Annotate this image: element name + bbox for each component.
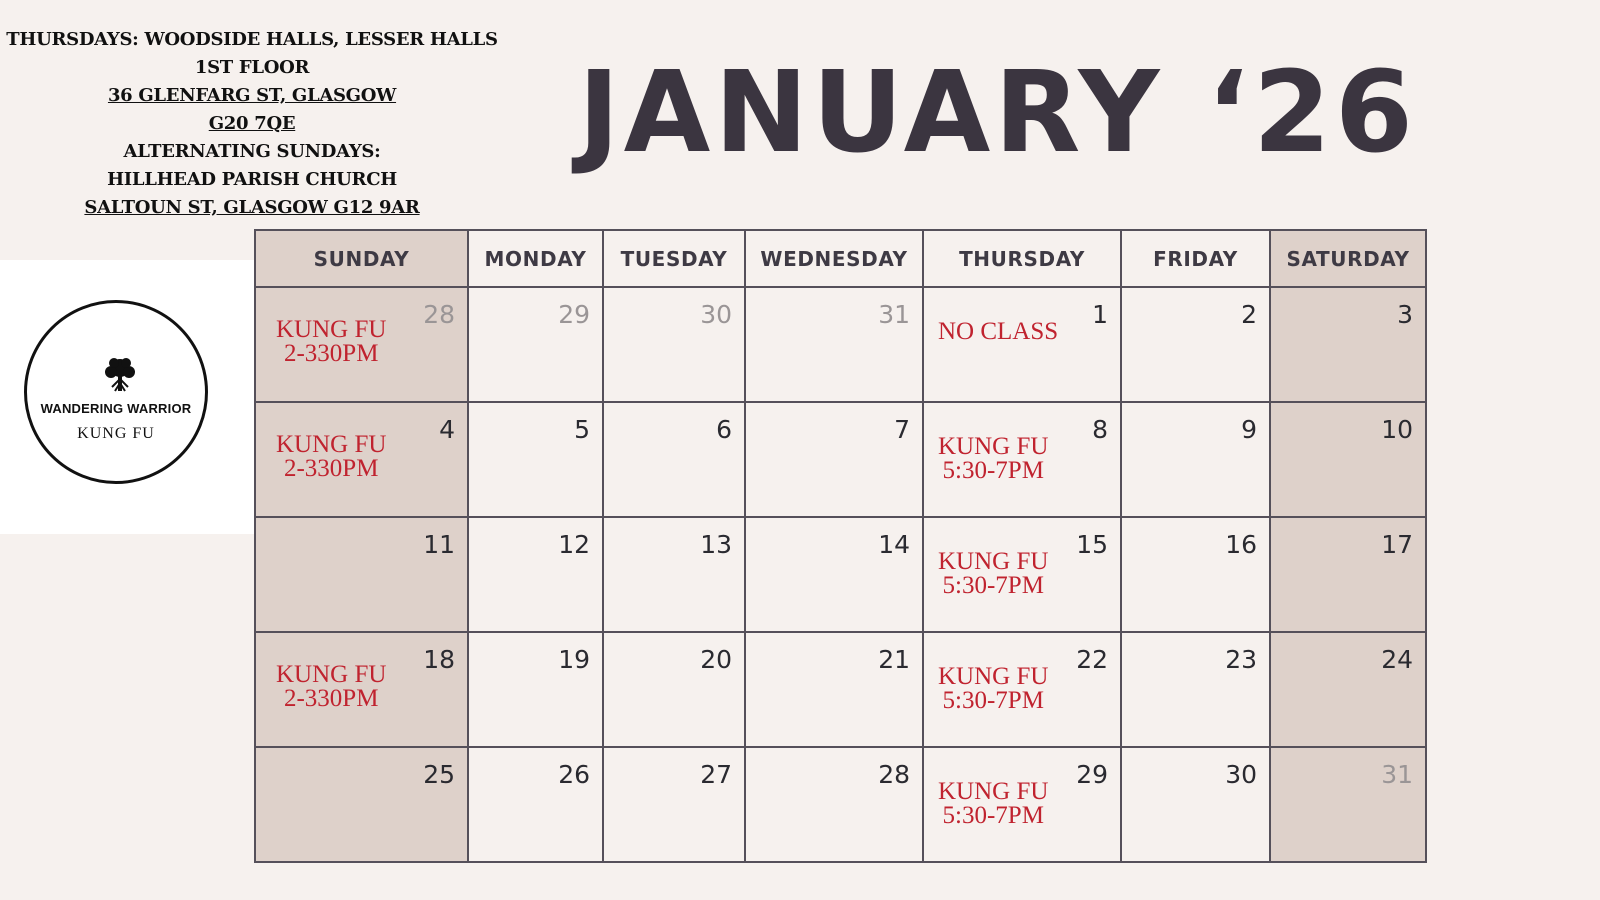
day-cell[interactable] [745, 517, 923, 632]
day-cell[interactable] [468, 287, 603, 402]
day-cell[interactable] [468, 402, 603, 517]
day-number: 18 [423, 645, 455, 674]
logo-line-1: WANDERING WARRIOR [40, 401, 192, 416]
day-cell[interactable] [468, 632, 603, 747]
tree-icon [100, 355, 140, 395]
week-row [255, 747, 1426, 862]
event-text: 5:30-7PM [942, 572, 1044, 599]
day-cell[interactable] [745, 402, 923, 517]
class-event [938, 780, 1048, 828]
day-cell[interactable] [745, 632, 923, 747]
day-number: 5 [574, 415, 590, 444]
day-cell[interactable] [603, 632, 745, 747]
day-number: 4 [439, 415, 455, 444]
day-cell[interactable] [923, 287, 1121, 402]
day-number: 15 [1076, 530, 1108, 559]
day-cell[interactable] [603, 747, 745, 862]
event-text: NO CLASS [938, 318, 1059, 345]
day-cell[interactable] [255, 287, 468, 402]
day-number: 11 [423, 530, 455, 559]
day-cell[interactable] [1121, 747, 1270, 862]
event-text: 5:30-7PM [942, 687, 1044, 714]
day-number: 31 [878, 300, 910, 329]
day-cell[interactable] [603, 402, 745, 517]
info-line [0, 82, 504, 110]
day-number: 13 [700, 530, 732, 559]
day-number: 22 [1076, 645, 1108, 674]
week-row [255, 287, 1426, 402]
day-cell[interactable] [745, 747, 923, 862]
day-number: 3 [1397, 300, 1413, 329]
day-cell[interactable] [1270, 747, 1426, 862]
day-cell[interactable] [1270, 632, 1426, 747]
event-text: KUNG FU [938, 433, 1049, 460]
day-cell[interactable] [923, 632, 1121, 747]
weekday-header-sunday: SUNDAY [255, 230, 468, 287]
info-line: ALTERNATING SUNDAYS: [123, 141, 381, 162]
day-cell[interactable] [1270, 517, 1426, 632]
info-line [0, 110, 504, 138]
day-cell[interactable] [1121, 402, 1270, 517]
week-row [255, 517, 1426, 632]
info-line [0, 194, 504, 222]
event-text: KUNG FU [276, 316, 387, 343]
class-event [276, 663, 386, 711]
weekday-header-thursday: THURSDAY [923, 230, 1121, 287]
day-number: 29 [558, 300, 590, 329]
info-line: THURSDAYS: WOODSIDE HALLS, LESSER HALLS [6, 29, 498, 50]
event-text: KUNG FU [938, 778, 1049, 805]
day-number: 12 [558, 530, 590, 559]
day-number: 14 [878, 530, 910, 559]
day-cell[interactable] [1121, 632, 1270, 747]
day-number: 8 [1092, 415, 1108, 444]
day-number: 7 [894, 415, 910, 444]
day-number: 10 [1381, 415, 1413, 444]
day-cell[interactable] [603, 517, 745, 632]
class-event [276, 318, 386, 366]
event-text: 2-330PM [283, 685, 379, 712]
day-cell[interactable] [1270, 402, 1426, 517]
info-line-text: SALTOUN ST, GLASGOW G12 9AR [84, 197, 420, 218]
day-cell[interactable] [923, 402, 1121, 517]
location-info [0, 26, 504, 222]
logo [24, 300, 208, 484]
month-title: JANUARY ‘26 [578, 48, 1417, 178]
day-number: 28 [423, 300, 455, 329]
day-cell[interactable] [255, 747, 468, 862]
logo-line-2: KUNG FU [77, 425, 155, 442]
day-number: 19 [558, 645, 590, 674]
info-line: HILLHEAD PARISH CHURCH [107, 169, 397, 190]
class-event [938, 665, 1048, 713]
day-number: 2 [1241, 300, 1257, 329]
weekday-header-monday: MONDAY [468, 230, 603, 287]
day-number: 9 [1241, 415, 1257, 444]
event-text: 2-330PM [283, 340, 379, 367]
event-text: KUNG FU [938, 663, 1049, 690]
class-event [276, 433, 386, 481]
day-number: 26 [558, 760, 590, 789]
day-cell[interactable] [923, 517, 1121, 632]
day-number: 27 [700, 760, 732, 789]
calendar-grid [254, 229, 1427, 863]
class-event [938, 320, 1058, 344]
weekday-header-friday: FRIDAY [1121, 230, 1270, 287]
weekday-header-wednesday: WEDNESDAY [745, 230, 923, 287]
weekday-header-saturday: SATURDAY [1270, 230, 1426, 287]
logo-panel [0, 260, 254, 534]
event-text: KUNG FU [276, 661, 387, 688]
event-text: 5:30-7PM [942, 457, 1044, 484]
class-event [938, 550, 1048, 598]
day-number: 30 [700, 300, 732, 329]
info-line: 1ST FLOOR [194, 57, 310, 78]
day-number: 1 [1092, 300, 1108, 329]
event-text: KUNG FU [276, 431, 387, 458]
day-cell[interactable] [255, 402, 468, 517]
day-number: 16 [1225, 530, 1257, 559]
week-row [255, 402, 1426, 517]
weekday-header-tuesday: TUESDAY [603, 230, 745, 287]
day-number: 23 [1225, 645, 1257, 674]
event-text: 5:30-7PM [942, 802, 1044, 829]
day-number: 30 [1225, 760, 1257, 789]
day-cell[interactable] [603, 287, 745, 402]
day-cell[interactable] [1270, 287, 1426, 402]
day-number: 29 [1076, 760, 1108, 789]
day-cell[interactable] [1121, 287, 1270, 402]
info-line-text: G20 7QE [208, 113, 296, 134]
day-cell[interactable] [1121, 517, 1270, 632]
weekday-header-row [255, 230, 1426, 287]
day-number: 31 [1381, 760, 1413, 789]
day-number: 20 [700, 645, 732, 674]
day-number: 17 [1381, 530, 1413, 559]
day-number: 21 [878, 645, 910, 674]
day-cell[interactable] [255, 632, 468, 747]
day-number: 24 [1381, 645, 1413, 674]
day-cell[interactable] [468, 747, 603, 862]
day-number: 6 [716, 415, 732, 444]
day-number: 28 [878, 760, 910, 789]
week-row [255, 632, 1426, 747]
day-number: 25 [423, 760, 455, 789]
event-text: 2-330PM [283, 455, 379, 482]
day-cell[interactable] [468, 517, 603, 632]
day-cell[interactable] [923, 747, 1121, 862]
info-line-text: 36 GLENFARG ST, GLASGOW [107, 85, 397, 106]
day-cell[interactable] [745, 287, 923, 402]
day-cell[interactable] [255, 517, 468, 632]
event-text: KUNG FU [938, 548, 1049, 575]
class-event [938, 435, 1048, 483]
